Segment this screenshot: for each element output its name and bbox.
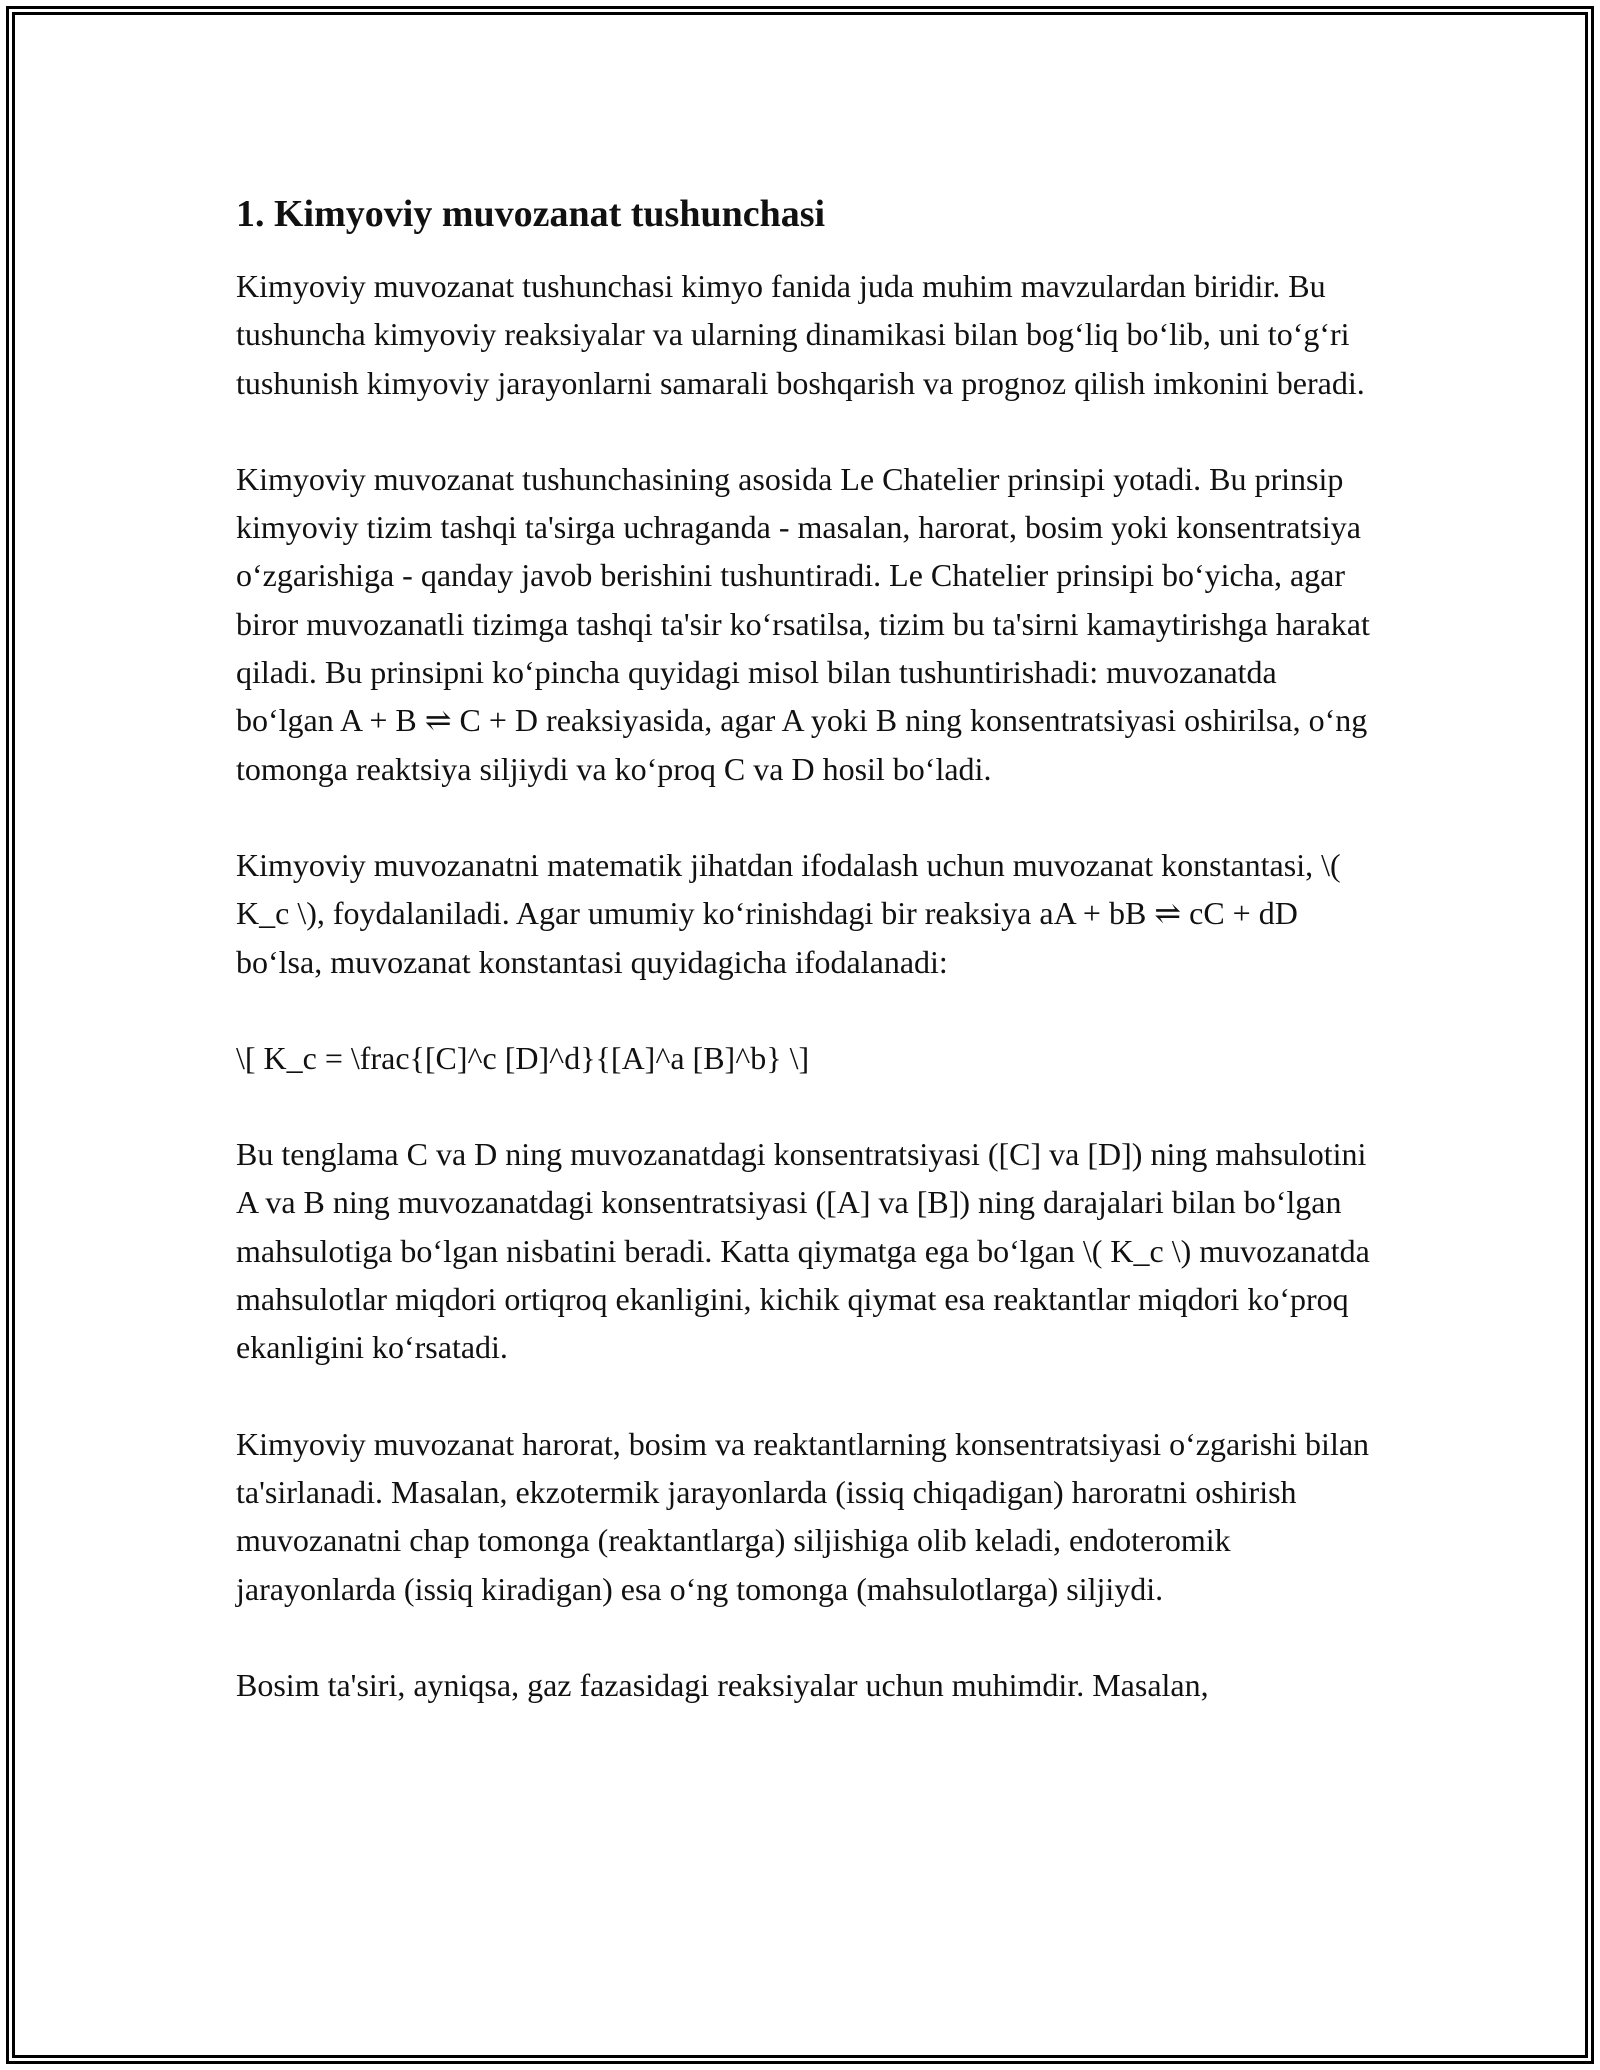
equation-kc: \[ K_c = \frac{[C]^c [D]^d}{[A]^a [B]^b} \] — [236, 1039, 810, 1076]
paragraph-intro: Kimyoviy muvozanat tushunchasi kimyo fanida juda muhim mavzulardan biridir. Bu tushuncha kimyoviy reaksiyalar va ularning dinamikasi bilan bog‘liq bo‘lib, uni to‘g‘ri tushunish kimyoviy jarayonlarni samarali boshqarish va prognoz qilish imkonini beradi. — [236, 268, 1365, 401]
document-page — [236, 186, 1376, 1709]
paragraph-pressure: Bosim ta'siri, ayniqsa, gaz fazasidagi reaksiyalar uchun muhimdir. Masalan, — [236, 1666, 1209, 1703]
section-heading: 1. Kimyoviy muvozanat tushunchasi — [236, 193, 826, 235]
paragraph-equation-explanation: Bu tenglama C va D ning muvozanatdagi konsentratsiyasi ([C] va [D]) ning mahsulotini A va B ning muvozanatdagi konsentratsiyasi ([A] va [B]) ning darajalari bilan bo‘lgan mahsulotiga bo‘lgan nisbatini beradi. Katta qiymatga ega bo‘lgan \( K_c \) muvozanatda mahsulotlar miqdori ortiqroq ekanligini, kichik qiymat esa reaktantlar miqdori ko‘proq ekanligini ko‘rsatadi. — [236, 1136, 1370, 1366]
paragraph-factors: Kimyoviy muvozanat harorat, bosim va reaktantlarning konsentratsiyasi o‘zgarishi bilan ta'sirlanadi. Masalan, ekzotermik jarayonlarda (issiq chiqadigan) haroratni oshirish muvozanatni chap tomonga (reaktantlarga) siljishiga olib keladi, endoteromik jarayonlarda (issiq kiradigan) esa o‘ng tomonga (mahsulotlarga) siljiydi. — [236, 1425, 1370, 1607]
paragraph-le-chatelier: Kimyoviy muvozanat tushunchasining asosida Le Chatelier prinsipi yotadi. Bu prinsip kimyoviy tizim tashqi ta'sirga uchraganda - masalan, harorat, bosim yoki konsentratsiya o‘zgarishiga - qanday javob berishini tushuntiradi. Le Chatelier prinsipi bo‘yicha, agar biror muvozanatli tizimga tashqi ta'sir ko‘rsatilsa, tizim bu ta'sirni kamaytirishga harakat qiladi. Bu prinsipni ko‘pincha quyidagi misol bilan tushuntirishadi: muvozanatda bo‘lgan A + B ⇌ C + D reaksiyasida, agar A yoki B ning konsentratsiyasi oshirilsa, o‘ng tomonga reaktsiya siljiydi va ko‘proq C va D hosil bo‘ladi. — [236, 460, 1370, 787]
paragraph-equilibrium-constant: Kimyoviy muvozanatni matematik jihatdan ifodalash uchun muvozanat konstantasi, \( K_c \), foydalaniladi. Agar umumiy ko‘rinishdagi bir reaksiya aA + bB ⇌ cC + dD bo‘lsa, muvozanat konstantasi quyidagicha ifodalanadi: — [236, 846, 1341, 980]
